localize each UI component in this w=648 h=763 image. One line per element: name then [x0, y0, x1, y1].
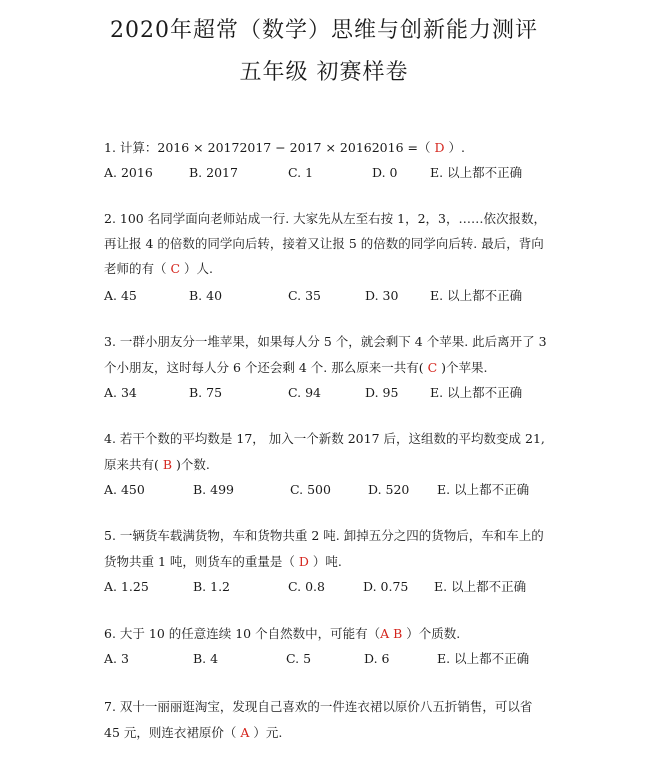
exam-subtitle: 五年级 初赛样卷 [239, 60, 409, 85]
question-text: )个苹果. [437, 360, 488, 375]
question-text: 个小朋友，这时每人分 6 个还会剩 4 个. 那么原来一共有( [104, 360, 428, 375]
question-line: 7. 双十一丽丽逛淘宝，发现自己喜欢的一件连衣裙以原价八五折销售，可以省 [104, 699, 533, 714]
option-e: E. 以上都不正确 [430, 165, 523, 180]
question-line [104, 457, 210, 473]
answer-mark: C [170, 261, 181, 276]
question-line [104, 360, 488, 376]
question-line: 2. 100 名同学面向老师站成一行. 大家先从左至右按 1，2，3，……依次报数， [104, 211, 547, 226]
option-e: E. 以上都不正确 [434, 579, 527, 594]
option-b: B. 4 [193, 651, 219, 666]
option-d: D. 0.75 [363, 579, 409, 594]
option-c: C. 500 [290, 482, 331, 497]
question-line: 5. 一辆货车载满货物，车和货物共重 2 吨. 卸掉五分之四的货物后，车和车上的 [104, 528, 544, 543]
question-text: ）人. [180, 261, 214, 276]
option-e: E. 以上都不正确 [430, 385, 523, 400]
option-c: C. 35 [288, 288, 321, 303]
answer-mark: A B [380, 626, 403, 641]
option-d: D. 95 [365, 385, 399, 400]
option-a: A. 3 [104, 651, 129, 666]
option-a: A. 45 [104, 288, 137, 303]
exam-title: 2020年超常（数学）思维与创新能力测评 [110, 18, 538, 43]
option-b: B. 75 [189, 385, 223, 400]
option-a: A. 34 [104, 385, 137, 400]
question-text: ）个质数. [402, 626, 461, 641]
option-a: A. 2016 [104, 165, 153, 180]
question-text: ）吨. [308, 554, 342, 569]
question-text: ）. [444, 140, 465, 155]
question-text: )个数. [172, 457, 210, 472]
option-a: A. 1.25 [104, 579, 149, 594]
option-d: D. 520 [368, 482, 410, 497]
question-text: 1. 计算：2016 × 20172017 − 2017 × 20162016 =（ [104, 140, 435, 155]
option-e: E. 以上都不正确 [437, 651, 530, 666]
option-a: A. 450 [104, 482, 145, 497]
option-e: E. 以上都不正确 [430, 288, 523, 303]
question-line [104, 626, 460, 642]
option-c: C. 5 [286, 651, 312, 666]
answer-mark: C [427, 360, 438, 375]
question-line: 4. 若干个数的平均数是 17， 加入一个新数 2017 后，这组数的平均数变成 21, [104, 431, 545, 446]
answer-mark: D [298, 554, 309, 569]
question-text: 6. 大于 10 的任意连续 10 个自然数中，可能有（ [104, 626, 381, 641]
option-d: D. 6 [364, 651, 390, 666]
answer-mark: A [240, 725, 250, 740]
question-text: 货物共重 1 吨，则货车的重量是（ [104, 554, 299, 569]
option-d: D. 30 [365, 288, 399, 303]
option-b: B. 40 [189, 288, 223, 303]
answer-mark: D [434, 140, 445, 155]
question-line: 再让报 4 的倍数的同学向后转，接着又让报 5 的倍数的同学向后转. 最后，背向 [104, 236, 544, 251]
question-text: 45 元，则连衣裙原价（ [104, 725, 241, 740]
question-text: ）元. [249, 725, 283, 740]
option-b: B. 2017 [189, 165, 238, 180]
question-text: 老师的有（ [104, 261, 171, 276]
question-line [104, 554, 342, 570]
answer-mark: B [162, 457, 173, 472]
question-line [104, 140, 465, 156]
question-line [104, 725, 282, 741]
option-c: C. 94 [288, 385, 321, 400]
question-line: 3. 一群小朋友分一堆苹果，如果每人分 5 个，就会剩下 4 个苹果. 此后离开了 3 [104, 334, 547, 349]
option-c: C. 0.8 [288, 579, 325, 594]
option-b: B. 1.2 [193, 579, 231, 594]
question-line [104, 261, 213, 277]
option-c: C. 1 [288, 165, 314, 180]
option-d: D. 0 [372, 165, 398, 180]
question-text: 原来共有( [104, 457, 163, 472]
option-e: E. 以上都不正确 [437, 482, 530, 497]
option-b: B. 499 [193, 482, 234, 497]
